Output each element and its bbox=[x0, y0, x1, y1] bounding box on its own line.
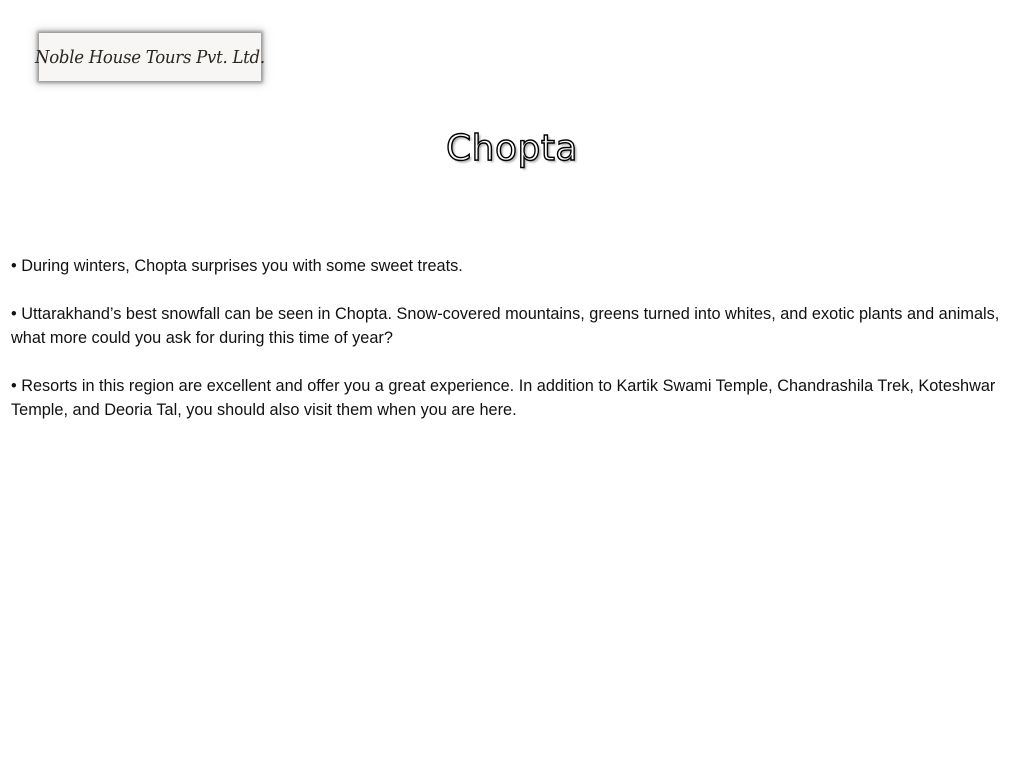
company-logo bbox=[35, 33, 265, 81]
bullet-paragraph: • Uttarakhand’s best snowfall can be seen in Chopta. Snow-covered mountains, greens turned into whites, and exotic plants and animals, what more could you ask for during this time of year? bbox=[11, 305, 1000, 347]
logo-text: Noble House Tours Pvt. Ltd. bbox=[35, 46, 265, 68]
slide-title: Chopta bbox=[445, 128, 578, 169]
bullet-paragraph: • Resorts in this region are excellent and offer you a great experience. In addition to Kartik Swami Temple, Chandrashila Trek, Koteshwar Temple, and Deoria Tal, you should also visit them when you are here. bbox=[11, 377, 996, 419]
bullet-paragraph: • During winters, Chopta surprises you with some sweet treats. bbox=[11, 257, 463, 275]
slide-body bbox=[11, 254, 1013, 446]
